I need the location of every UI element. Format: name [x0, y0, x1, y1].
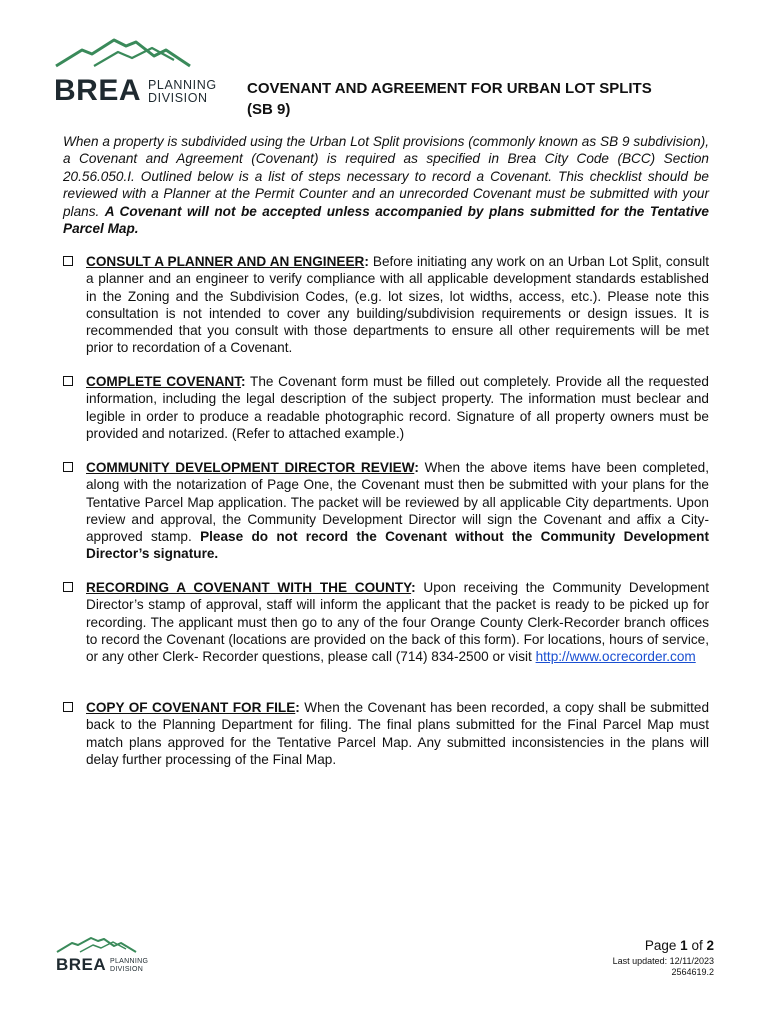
item-heading: COMMUNITY DEVELOPMENT DIRECTOR REVIEW — [86, 460, 415, 475]
page-number — [613, 938, 714, 953]
brea-planning-logo — [54, 36, 230, 108]
item-body: When the Covenant has been recorded, a copy shall be submitted back to the Planning Department for filing. The final plans submitted for the Final Parcel Map must match plans approved for the Tentative Parcel Map. Any submitted inconsistencies in the plans will delay further processing of the Final Map. — [86, 700, 710, 767]
item-body: Upon receiving the Community Development Director’s stamp of approval, staff will inform the applicant that the packet is ready to be picked up for recording. The applicant must then go to any of the four Orange County Clerk-Recorder branch offices to record the Covenant (locations are provided on the back of this form). For locations, hours of service, or any other Clerk- Recorder questions, please call (714) 834-2500 or visit — [86, 580, 709, 665]
title-line2: (SB 9) — [247, 101, 291, 118]
logo-division — [148, 79, 217, 105]
item-heading: RECORDING A COVENANT WITH THE COUNTY — [86, 580, 412, 595]
title-line1: COVENANT AND AGREEMENT FOR URBAN LOT SPLITS — [247, 80, 652, 97]
logo-wordmark: BREA — [54, 74, 142, 107]
checkbox[interactable] — [63, 376, 73, 386]
page-footer — [613, 938, 714, 978]
page-of: of — [691, 938, 703, 953]
mountains-logo-icon — [56, 936, 166, 956]
ocrecorder-link[interactable]: http://www.ocrecorder.com — [535, 649, 696, 665]
logo-division — [110, 958, 148, 973]
brea-planning-logo-footer — [56, 936, 166, 978]
item-heading: COPY OF COVENANT FOR FILE — [86, 700, 296, 715]
item-heading: COMPLETE COVENANT — [86, 374, 242, 389]
item-body: The Covenant form must be filled out completely. Provide all the requested information, including the legal description of the subject property. The information must beclear and legible in order to produce a readable photographic record. Signature of all property owners must be provided and notarized. (Refer to attached example.) — [86, 374, 709, 441]
page-title — [247, 78, 707, 120]
item-body: When the above items have been completed, along with the notarization of Page One, the Covenant must then be submitted with your plans for the Tentative Parcel Map application. The packet will be reviewed by all applicable City departments. Upon review and approval, the Community Development Director will sign the Covenant and affix a City-approved stamp. — [86, 460, 709, 545]
mountains-logo-icon — [54, 36, 230, 76]
intro-bold: A Covenant will not be accepted unless accompanied by plans submitted for the Tentative Parcel Map. — [63, 203, 709, 237]
doc-number: 2564619.2 — [671, 967, 714, 977]
checkbox[interactable] — [63, 582, 73, 592]
page-current: 1 — [680, 938, 688, 953]
page-label: Page — [644, 938, 677, 953]
item-bold-note: Please do not record the Covenant without the Community Development Director’s signature. — [86, 529, 709, 562]
intro-paragraph — [63, 133, 709, 237]
checklist-item-recording: RECORDING A COVENANT WITH THE COUNTY: Upon receiving the Community Development Director’s stamp of approval, staff will inform the applicant that the packet is ready to be picked up for recording. The applicant must then go to any of the four Orange County Clerk-Recorder branch offices to record the Covenant (locations are provided on the back of this form). For locations, hours of service, or any other Clerk- Recorder questions, please call (714) 834-2500 or visit http://www.ocrecorder.com — [63, 579, 709, 665]
item-body: Before initiating any work on an Urban Lot Split, consult a planner and an engineer to verify compliance with all applicable development standards established in the Zoning and the Subdivision Codes, (e.g. lot sizes, lot widths, access, etc.). Please note this consultation is not intended to cover any building/subdivision requirements or design issues. It is recommended that you consult with those departments to ensure all other requirements will be met prior to recordation of a Covenant. — [86, 254, 709, 356]
intro-text: When a property is subdivided using the Urban Lot Split provisions (commonly known as SB 9 subdivision), a Covenant and Agreement (Covenant) is required as specified in Brea City Code (BCC) Section 20.56.050.I. Outlined below is a list of steps necessary to record a Covenant. This checklist should be reviewed with a Planner at the Permit Counter and an unrecorded Covenant must be submitted with your plans. — [63, 134, 709, 219]
item-heading: CONSULT A PLANNER AND AN ENGINEER — [86, 254, 365, 269]
page-total: 2 — [706, 938, 714, 953]
checkbox[interactable] — [63, 702, 73, 712]
logo-division-line1: PLANNING — [110, 958, 149, 965]
checkbox[interactable] — [63, 256, 73, 266]
checklist-item-copy-for-file: COPY OF COVENANT FOR FILE: When the Covenant has been recorded, a copy shall be submitted back to the Planning Department for filing. The final plans submitted for the Final Parcel Map must match plans approved for the Tentative Parcel Map. Any submitted inconsistencies in the plans will delay further processing of the Final Map. — [63, 699, 709, 768]
checklist-item-director-review: COMMUNITY DEVELOPMENT DIRECTOR REVIEW: When the above items have been completed, along with the notarization of Page One, the Covenant must then be submitted with your plans for the Tentative Parcel Map application. The packet will be reviewed by all applicable City departments. Upon review and approval, the Community Development Director will sign the Covenant and affix a City-approved stamp. Please do not record the Covenant without the Community Development Director’s signature. — [63, 459, 709, 563]
logo-division-line2: DIVISION — [110, 965, 144, 973]
logo-wordmark: BREA — [56, 955, 107, 974]
logo-division-line1: PLANNING — [148, 78, 217, 92]
checklist-item-consult: CONSULT A PLANNER AND AN ENGINEER: Before initiating any work on an Urban Lot Split, consult a planner and an engineer to verify compliance with all applicable development standards established in the Zoning and the Subdivision Codes, (e.g. lot sizes, lot widths, access, etc.). Please note this consultation is not intended to cover any building/subdivision requirements or design issues. It is recommended that you consult with those departments to ensure all other requirements will be met prior to recordation of a Covenant. — [63, 253, 709, 357]
checklist-item-complete-covenant: COMPLETE COVENANT: The Covenant form must be filled out completely. Provide all the requested information, including the legal description of the subject property. The information must beclear and legible in order to produce a readable photographic record. Signature of all property owners must be provided and notarized. (Refer to attached example.) — [63, 373, 709, 442]
last-updated: Last updated: 12/11/2023 — [612, 956, 714, 966]
logo-division-line2: DIVISION — [148, 91, 208, 105]
checkbox[interactable] — [63, 462, 73, 472]
